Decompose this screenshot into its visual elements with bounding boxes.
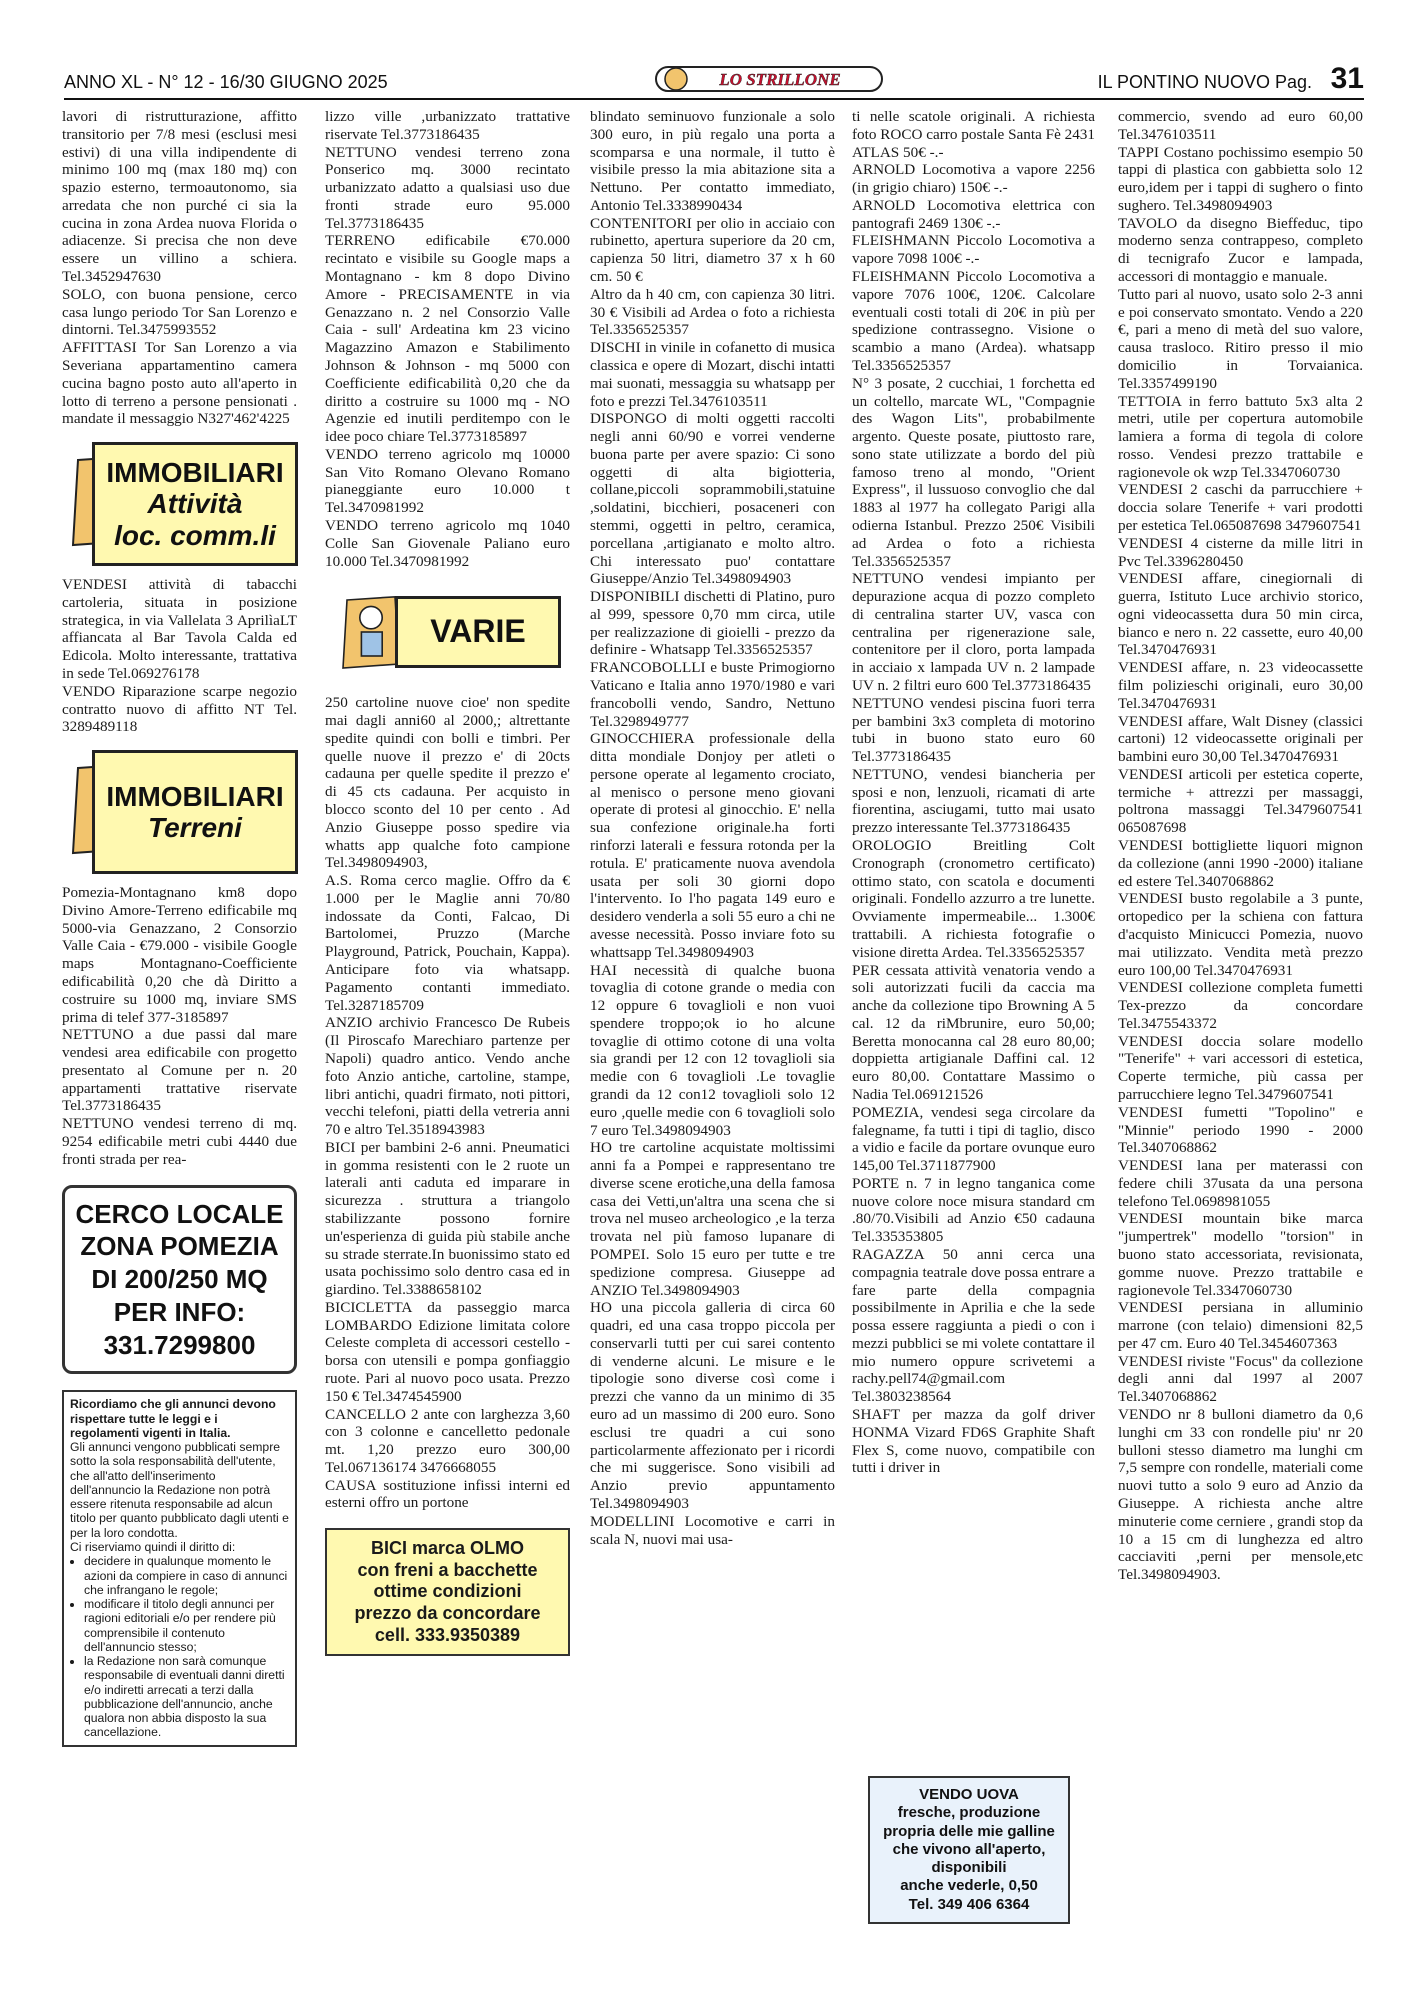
bici-phone: cell. 333.9350389 [374, 1624, 521, 1645]
lo-strillone-logo [654, 64, 884, 94]
classified-ad: ARNOLD Locomotiva a vapore 2256 (in grigio chiaro) 150€ -.- [852, 161, 1095, 197]
classified-ad: CONTENITORI per olio in acciaio con rubinetto, apertura superiore da 20 cm, capienza 50 litri, diametro 37 x h 60 cm. 50 € [590, 214, 835, 286]
notice-text: Ci riserviamo quindi il diritto di: [70, 1540, 236, 1554]
classified-ad: OROLOGIO Breitling Colt Cronograph (cronometro certificato) ottimo stato, con scatola e documenti originali. Fondello azzurro a tre lunette. Ovviamente impermeabile... 1.300€ trattabili. A richiesta fotografie o visione diretta Ardea. Tel.3356525357 [852, 837, 1095, 961]
classified-ad: VENDO terreno agricolo mq 1040 Colle San Giovenale Paliano euro 10.000 Tel.3470981992 [325, 516, 570, 570]
uova-line: che vivono all'aperto, [892, 1840, 1046, 1858]
logo-text: LO STRILLONE [719, 70, 841, 89]
classified-ad: commercio, svendo ad euro 60,00 Tel.3476103511 [1118, 108, 1363, 143]
classified-ad: VENDESI riviste "Focus" da collezione degli anni dal 1997 al 2007 Tel.3407068862 [1118, 1352, 1363, 1406]
cerco-line: CERCO LOCALE [75, 1198, 284, 1229]
classified-ad: VENDESI mountain bike marca "jumpertrek" modello "torsion" in buono stato accessoriata, revisionata, gomme nuove. Prezzo trattabile e ragionevole Tel.3347060730 [1118, 1210, 1363, 1299]
column-3 [590, 108, 835, 1548]
bici-olmo-box [325, 1528, 570, 1656]
uova-line: disponibili [931, 1859, 1007, 1877]
classified-ad: VENDESI persiana in alluminio marrone (con telaio) dimensioni 82,5 per 47 cm. Euro 40 Tel.3454607363 [1118, 1299, 1363, 1352]
header-rule [64, 98, 1364, 100]
uova-line: fresche, produzione [897, 1804, 1041, 1822]
notice-item: • decidere in qualunque momento le azioni da compiere in caso di annunci che infrangano le regole; [84, 1554, 289, 1597]
classified-ad: HAI necessità di qualche buona tovaglia di cotone grande o media con 12 oppure 6 tovaglioli e non vuoi spendere troppo;ok io ho alcune tovaglie di ottimo cotone di una volta sia grandi per 12 con 12 tovaglioli sia medie con 6 tovaglioli .Le tovaglie grandi da 12 con12 tovaglioli solo 12 euro ,quelle medie con 6 tovaglioli solo 7 euro Tel.3498094903 [590, 961, 835, 1139]
classified-ad: BICICLETTA da passeggio marca LOMBARDO Edizione limitata colore Celeste completa di accessori cestello - borsa con utensili e pompa gonfiaggio ruote. Pari al nuovo poco usata. Prezzo 150 € Tel.3474545900 [325, 1298, 570, 1405]
column-1 [62, 108, 297, 1747]
classified-ad: A.S. Roma cerco maglie. Offro da € 1.000 per le Maglie anni 70/80 indossate da Conti, Falcao, Di Bartolomei, Pruzzo (Marche Playground, Patrick, Pouchain, Kappa). Anticipare foto via whatsapp. Pagamento contanti immediato. Tel.3287185709 [325, 872, 570, 1014]
classified-ad: GINOCCHIERA professionale della ditta mondiale Donjoy per atleti o persone operate al legamento crociato, al menisco o persone meno giovani operate di protesi al ginocchio. E' nella sua confezione originale.ha forti rinforzi laterali e fessura rotonda per la rotula. E' praticamente nuova avendola usata per soli 30 giorni dopo l'intervento. Io l'ho pagata 149 euro e desidero venderla a soli 55 euro a chi ne avesse necessità. Posso inviare foto su whattsapp Tel.3498094903 [590, 730, 835, 961]
notice-item: • modificare il titolo degli annunci per ragioni editoriali e/o per rendere più comprensibile il contenuto dell'annuncio stesso; [84, 1597, 289, 1654]
section-title: IMMOBILIARI [106, 457, 284, 489]
classified-ad: CAUSA sostituzione infissi interni ed esterni offro un portone [325, 1476, 570, 1512]
notice-list [70, 1554, 289, 1739]
classified-ad: VENDESI doccia solare modello "Tenerife" + vari accessori di estetica, Coperte termiche, più cassa per parrucchiere legno Tel.3479607541 [1118, 1032, 1363, 1103]
classified-ad: VENDO Riparazione scarpe negozio contratto nuovo di affitto NT Tel. 3289489118 [62, 682, 297, 736]
cerco-line: ZONA POMEZIA [80, 1231, 279, 1262]
classified-ad: VENDESI busto regolabile a 3 punte, ortopedico per la schiena con fattura d'acquisto Minicucci Pomezia, nuovo mai utilizzato. Vendita metà prezzo euro 100,00 Tel.3470476931 [1118, 890, 1363, 979]
classified-ad: NETTUNO vendesi impianto per depurazione acqua di pozzo completo di centralina starter UV, vasca con centralina per rigenerazione sale, contenitore per il cloro, porta lampada in acciaio x lampada UV n. 2 lampade UV n. 2 filtri euro 600 Tel.3773186435 [852, 570, 1095, 694]
classified-ad: NETTUNO a due passi dal mare vendesi area edificabile con progetto presentato al Comune per n. 20 appartamenti trattative riservate Tel.3773186435 [62, 1026, 297, 1115]
classified-ad: Pomezia-Montagnano km8 dopo Divino Amore-Terreno edificabile mq 5000-via Genazzano, 2 Consorzio Valle Caia - €79.000 - visibile Google maps Montagnano-Coefficiente edificabilità 0,20 che dà Diritto a costruire su 1000 mq, inviare SMS prima di telef 377-3185897 [62, 884, 297, 1026]
classified-ad: ti nelle scatole originali. A richiesta foto ROCO carro postale Santa Fè 2431 ATLAS 50€ -.- [852, 108, 1095, 161]
classified-ad: FRANCOBOLLLI e buste Primogiorno Vaticano e Italia anno 1970/1980 e vari francobolli vendo, Sandro, Nettuno Tel.3298949777 [590, 659, 835, 730]
uova-line: anche vederle, 0,50 [900, 1877, 1038, 1895]
classified-ad: VENDESI affare, Walt Disney (classici cartoni) 12 videocassette originali per bambini euro 30,00 Tel.3470476931 [1118, 712, 1363, 766]
classified-ad: ARNOLD Locomotiva elettrica con pantografi 2469 130€ -.- [852, 196, 1095, 232]
classified-ad: HO una piccola galleria di circa 60 quadri, ed una casa troppo piccola per conservarli tutti per cui sarei contento di venderne alcuni. Le misure e le tipologie sono diverse così come i prezzi che vanno da un minimo di 35 euro ad un massimo di 200 euro. Sono esclusi tre quadri a cui sono particolarmente affezionato per i ricordi che mi suggerisce. Sono visibili ad Anzio previo appuntamento Tel.3498094903 [590, 1299, 835, 1512]
classified-ad: Altro da h 40 cm, con capienza 30 litri. 30 € Visibili ad Ardea o foto a richiesta Tel.3356525357 [590, 285, 835, 339]
bici-line: BICI marca OLMO [370, 1538, 525, 1559]
classified-ad: NETTUNO, vendesi biancheria per sposi e non, lenzuoli, ricamati di arte fiorentina, asciugami, tutto mai usato prezzo interessante Tel.3773186435 [852, 765, 1095, 837]
issue-info: ANNO XL - N° 12 - 16/30 GIUGNO 2025 [64, 72, 388, 92]
legal-notice-box [62, 1390, 297, 1746]
section-header-immobiliari-terreni [62, 750, 297, 870]
page-header [64, 64, 1364, 100]
cerco-line: DI 200/250 MQ [91, 1264, 268, 1295]
classified-ad: NETTUNO vendesi terreno di mq. 9254 edificabile metri cubi 4440 due fronti strada per rea- [62, 1115, 297, 1168]
classified-ad: lavori di ristrutturazione, affitto transitorio per 7/8 mesi (esclusi mesi estivi) di una villa indipendente di minimo 100 mq (max 180 mq) con spazio esterno, termoautonomo, sia arredata che non purché ci sia la cucina in zona Ardea nuova Florida o adiacenze. Si precisa che non deve essere un villino a schiera. Tel.3452947630 [62, 108, 297, 286]
notice-text: Gli annunci vengono pubblicati sempre sotto la sola responsabilità dell'utente, che all'atto dell'inserimento dell'annuncio la Redazione non potrà essere ritenuta responsabile ad alcun titolo per quanto pubblicato dagli utenti e per la loro condotta. [70, 1440, 289, 1540]
classified-ad: FLEISHMANN Piccolo Locomotiva a vapore 7098 100€ -.- [852, 232, 1095, 268]
classified-ad: DISPONGO di molti oggetti raccolti negli anni 60/90 e vorrei venderne buona parte per avere spazio: Ci sono oggetti di alta bigiotteria, collane,piccoli soprammobili,statuine ,soldatini, bicchieri, posaceneri con stemmi, oggetti in peltro, ceramica, porcellana ,artigianato e molto altro. Chi interessato puo' contattare Giuseppe/Anzio Tel.3498094903 [590, 410, 835, 588]
uova-line: propria delle mie galline [883, 1822, 1055, 1840]
classified-ad: TAPPI Costano pochissimo esempio 50 tappi di plastica con gabbietta solo 12 euro,idem per i tappi di sughero o finto sughero. Tel.3498094903 [1118, 143, 1363, 214]
column-5 [1118, 108, 1363, 1584]
classified-ad: FLEISHMANN Piccolo Locomotiva a vapore 7076 100€, 120€. Calcolare eventuali costi totali di 20€ in più per spedizione contrassegno. Visione o scambio a mano (Ardea). whatsapp Tel.3356525357 [852, 268, 1095, 374]
column-2 [325, 108, 570, 1656]
uova-line: VENDO UOVA [919, 1786, 1019, 1803]
classified-ad: VENDESI lana per materassi con federe chili 37usata da una persona telefono Tel.0698981055 [1118, 1157, 1363, 1210]
classified-ad: DISPONIBILI dischetti di Platino, puro al 999, spessore 0,70 mm circa, utile per realizzazione di gioielli - prezzo da definire - Whatsapp Tel.3356525357 [590, 588, 835, 659]
notice-heading: Ricordiamo che gli annunci devono rispettare tutte le leggi e i regolamenti vigenti in Italia. [70, 1397, 276, 1440]
section-header-immobiliari-attivita [62, 442, 297, 562]
section-subtitle: Attività [147, 488, 243, 520]
classified-ad: VENDESI attività di tabacchi cartoleria, situata in posizione strategica, in via Vallelata 3 AprilìaLT affiancata al Bar Tavola Calda ed Edicola. Molto interessante, trattativa in sede Tel.069276178 [62, 576, 297, 682]
classified-ad: TAVOLO da disegno Bieffeduc, tipo moderno senza contrappeso, completo di tecnigrafo Zucor e lampada, accessori di montaggio e manuale. [1118, 214, 1363, 286]
classified-ad: VENDESI affare, cinegiornali di guerra, Istituto Luce archivio storico, ogni videocassetta dura 50 min circa, bianco e nero n. 22 cassette, euro 40,00 Tel.3470476931 [1118, 570, 1363, 659]
classified-ad: blindato seminuovo funzionale a solo 300 euro, in più regalo una porta a scomparsa e una normale, il tutto è visibile presso la mia abitazione sita a Nettuno. Per contatto immediato, Antonio Tel.3338990434 [590, 108, 835, 214]
uova-phone: Tel. 349 406 6364 [908, 1895, 1030, 1913]
notice-item: • la Redazione non sarà comunque responsabile di eventuali danni diretti e/o indiretti arrecati a terzi dalla pubblicazione dell'annuncio, anche qualora non abbia disposto la sua cancellazione. [84, 1654, 289, 1740]
classified-ad: HO tre cartoline acquistate moltissimi anni fa a Pompei e rappresentano tre diverse scene erotiche,una della famosa casa dei Vetti,un'altra una scena che si trova nel museo archeologico ,e la terza trovata nel più famoso lupanare di POMPEI. Solo 15 euro per tutte e tre spedizione compresa. Giuseppe ad ANZIO Tel.3498094903 [590, 1139, 835, 1299]
classified-ad: Tutto pari al nuovo, usato solo 2-3 anni e poi conservato smontato. Vendo a 220 €, pari a meno di metà del suo valore, causa trasloco. Ritiro presso il mio domicilio in Torvaianica. Tel.3357499190 [1118, 285, 1363, 392]
bici-line: prezzo da concordare [354, 1603, 541, 1624]
classified-ad: RAGAZZA 50 anni cerca una compagnia teatrale dove possa entrare a fare parte della compagnia possibilmente in Aprilia e che la sede possa essere raggiunta a piedi o con i mezzi pubblici se mi volete contattare il mio numero oppure scrivetemi a rachy.pell74@gmail.com Tel.3803238564 [852, 1246, 1095, 1406]
section-title: IMMOBILIARI [106, 780, 284, 812]
classified-ad: VENDESI collezione completa fumetti Tex-prezzo da concordare Tel.3475543372 [1118, 979, 1363, 1032]
section-title: VARIE [430, 613, 526, 650]
classified-ad: BICI per bambini 2-6 anni. Pneumatici in gomma resistenti con le 2 ruote un laterali anti caduta ed imparare in sicurezza . struttura a triangolo stabilizzante possono fornire un'esperienza di guida più stabile anche su strade sterrate.In buonissimo stato ed usata pochissimo solo dentro casa ed in giardino. Tel.3388658102 [325, 1138, 570, 1299]
classified-ad: VENDESI fumetti "Topolino" e "Minnie" periodo 1990 - 2000 Tel.3407068862 [1118, 1103, 1363, 1157]
cerco-phone: 331.7299800 [103, 1329, 256, 1360]
classified-ad: TERRENO edificabile €70.000 recintato e visibile su Google maps a Montagnano - km 8 dopo Divino Amore - PRECISAMENTE in via Genazzano n. 2 nel Consorzio Valle Caia - sull' Ardeatina km 23 vicino Magazzino Amazon e Stabilimento Johnson & Johnson - mq 5000 con Coefficiente edificabilità 0,20 che da diritto a costruire su 1000 mq - NO Agenzie ed inutili perditempo con le idee poco chiare Tel.3773185897 [325, 232, 570, 446]
cerco-line: PER INFO: [113, 1296, 246, 1327]
classified-ad: PORTE n. 7 in legno tanganica come nuove colore noce misura standard cm .80/70.Visibili ad Anzio €50 cadauna Tel.335353805 [852, 1174, 1095, 1246]
classified-ad: NETTUNO vendesi piscina fuori terra per bambini 3x3 completa di motorino tubi in buono stato euro 60 Tel.3773186435 [852, 694, 1095, 766]
classified-ad: SOLO, con buona pensione, cerco casa lungo periodo Tor San Lorenzo e dintorni. Tel.3475993552 [62, 285, 297, 339]
classified-ad: PER cessata attività venatoria vendo a soli autorizzati fucili da caccia ma anche da collezione tipo Browning A 5 cal. 12 da riMbrunire, euro 50,00; Beretta monocanna cal 28 euro 80,00; doppietta artigianale Daffini cal. 12 euro 80,00. Contattare Massimo o Nadia Tel.069121526 [852, 961, 1095, 1103]
classified-ad: VENDESI articoli per estetica coperte, termiche + attrezzi per massaggi, poltrona massaggi Tel.3479607541 065087698 [1118, 765, 1363, 837]
classified-ad: ANZIO archivio Francesco De Rubeis (Il Piroscafo Marechiaro partenze per Napoli) quadro antico. Vendo anche foto Anzio antiche, cartoline, stampe, libri antichi, quadri firmato, noti pittori, vecchi telefoni, piatti della vetreria anni 70 e altro Tel.3518943983 [325, 1014, 570, 1139]
classified-ad: VENDO nr 8 bulloni diametro da 0,6 lunghi cm 33 con rondelle piu' nr 20 bulloni stesso diametro ma lunghi cm 7,5 sempre con rondelle, materiali come nuovi tutto a solo 9 euro ad Anzio da Giuseppe. A richiesta anche altre minuterie come cerniere , grandi stop da 10 a 15 cm di lunghezza ed altro cacciaviti ,perni per mensole,etc Tel.3498094903. [1118, 1406, 1364, 1584]
classified-ad: VENDESI bottigliette liquori mignon da collezione (anni 1990 -2000) italiane ed estere Tel.3407068862 [1118, 837, 1363, 890]
classified-ad: POMEZIA, vendesi sega circolare da falegname, fa tutti i tipi di taglio, disco a vidio e facile da portare ovunque euro 145,00 Tel.3711877900 [852, 1103, 1095, 1175]
bici-line: con freni a bacchette [357, 1559, 538, 1580]
classified-ad: DISCHI in vinile in cofanetto di musica classica e opere di Mozart, dischi intatti mai suonati, messaggia su whatsapp per foto e prezzi Tel.3476103511 [590, 339, 835, 410]
classified-ad: VENDESI affare, n. 23 videocassette film polizieschi originali, euro 30,00 Tel.3470476931 [1118, 659, 1363, 712]
section-subtitle: loc. comm.li [114, 519, 276, 551]
classified-ad: VENDESI 2 caschi da parrucchiere + doccia solare Tenerife + vari prodotti per estetica Tel.065087698 3479607541 [1118, 481, 1363, 534]
classified-ad: MODELLINI Locomotive e carri in scala N, nuovi mai usa- [590, 1512, 835, 1548]
classified-ad: 250 cartoline nuove cioe' non spedite mai dagli anni60 al 2000,; altrettante spedite quindi con bolli e timbri. Per quelle nuove il prezzo e' di 20cts cadauna per quelle spedite il prezzo e' di 45 cts cadauna. Per acquisto in blocco sconto del 10 per cento . Ad Anzio Giuseppe posso spedire via whatts app qualche foto campione Tel.3498094903, [325, 694, 570, 872]
vendo-uova-box [868, 1776, 1070, 1924]
classified-ad: NETTUNO vendesi terreno zona Ponserico mq. 3000 recintato urbanizzato adatto a qualsiasi uso due fronti strade euro 95.000 Tel.3773186435 [325, 143, 570, 232]
paper-name: IL PONTINO NUOVO Pag. [1097, 72, 1312, 92]
section-header-varie [325, 584, 570, 680]
classified-ad: AFFITTASI Tor San Lorenzo a via Severiana appartamentino camera cucina bagno posto auto all'aperto in lotto di terreno a persone pensionati . mandate il messaggio N327'462'4225 [62, 339, 297, 428]
bici-line: ottime condizioni [373, 1581, 522, 1602]
classified-ad: VENDO terreno agricolo mq 10000 San Vito Romano Olevano Romano pianeggiante euro 10.000 t Tel.3470981992 [325, 445, 570, 517]
classified-ad: CANCELLO 2 ante con larghezza 3,60 con 3 colonne e cancelletto pedonale mt. 1,20 prezzo euro 300,00 Tel.067136174 3476668055 [325, 1405, 570, 1476]
classified-ad: N° 3 posate, 2 cucchiai, 1 forchetta ed un coltello, marcate WL, "Compagnie des Wagon Lits", probabilmente argento. Queste posate, piuttosto rare, sono state utilizzate a bordo del più famoso treno al mondo, "Orient Express", il lussuoso convoglio che dal 1883 al 1977 ha collegato Parigi alla odierna Istanbul. Prezzo 250€ Visibili ad Ardea o foto a richiesta Tel.3356525357 [852, 374, 1095, 570]
column-4 [852, 108, 1095, 1477]
classified-ad: lizzo ville ,urbanizzato trattative riservate Tel.3773186435 [325, 108, 570, 143]
classified-ad: TETTOIA in ferro battuto 5x3 alta 2 metri, utile per copertura automobile lamiera a forma di tegola di colore rosso. Vendesi prezzo trattabile e ragionevole ok wzp Tel.3347060730 [1118, 392, 1363, 481]
classified-ad: VENDESI 4 cisterne da mille litri in Pvc Tel.3396280450 [1118, 534, 1363, 570]
classified-ad: SHAFT per mazza da golf driver HONMA Vizard FD6S Graphite Shaft Flex S, come nuovo, compatibile con tutti i driver in [852, 1406, 1095, 1477]
section-subtitle: Terreni [148, 812, 242, 844]
cerco-locale-box [62, 1185, 297, 1375]
page-number: 31 [1330, 62, 1364, 95]
